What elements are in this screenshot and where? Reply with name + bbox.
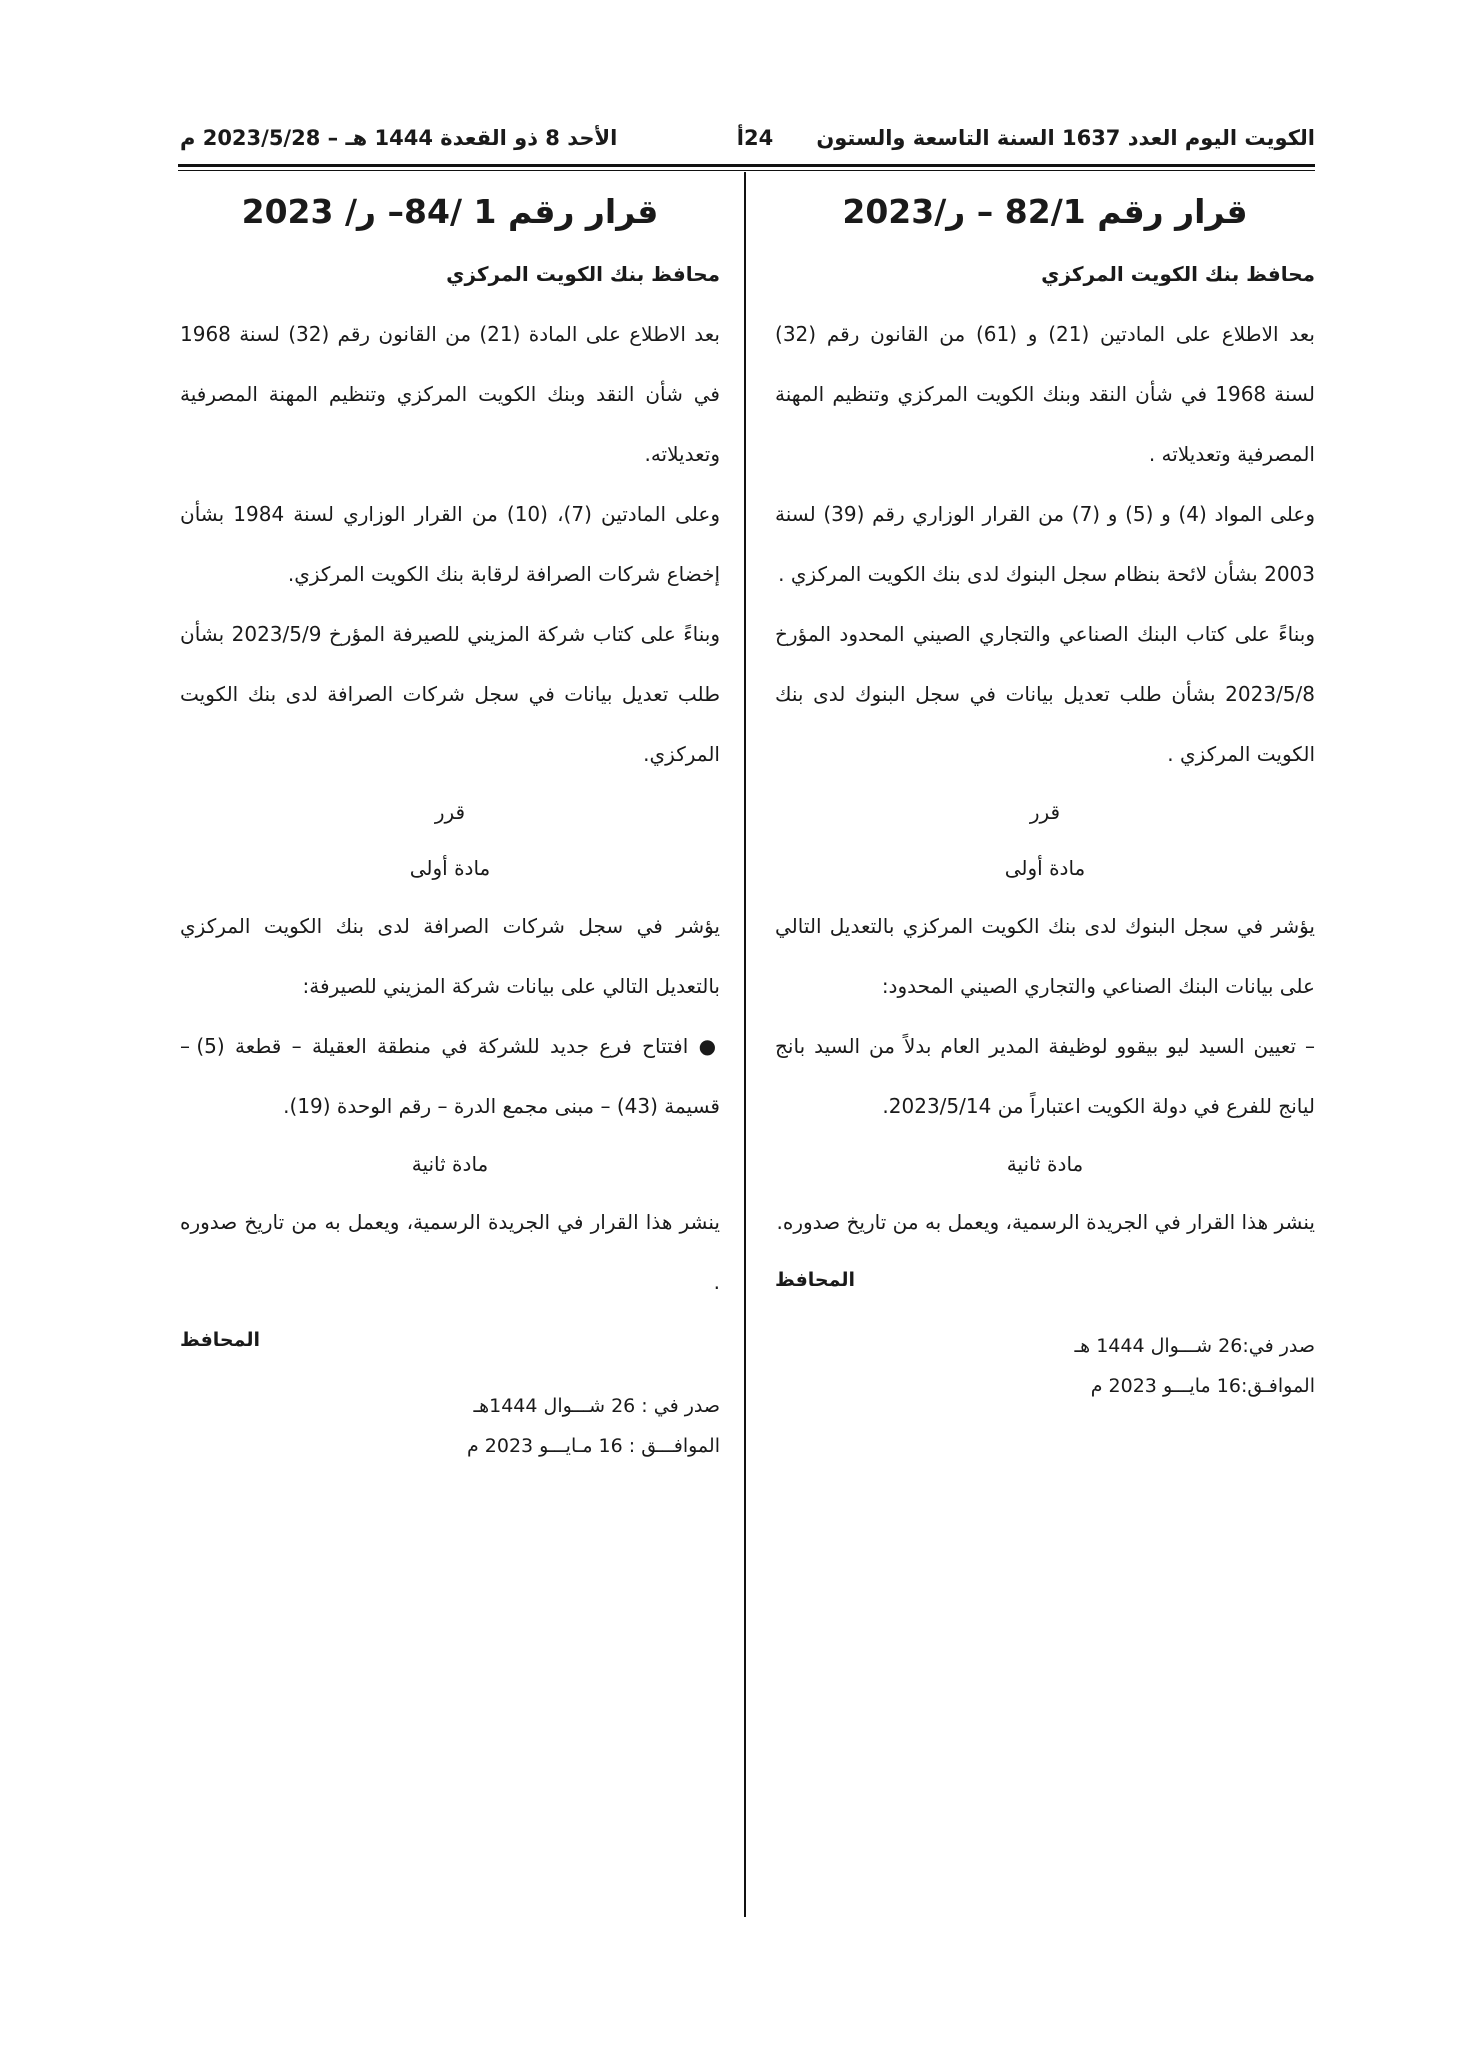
- decision-left: [180, 172, 720, 1466]
- signature: المحافظ: [180, 1329, 260, 1351]
- article-heading: مادة أولى: [1004, 856, 1086, 880]
- header-rule-thick: [178, 164, 1315, 167]
- header-issue-info: الكويت اليوم العدد 1637 السنة التاسعة والستون: [816, 126, 1315, 150]
- article-item: – تعيين السيد ليو بيقوو لوظيفة المدير العام بدلاً من السيد بانج ليانج للفرع في دولة الكويت اعتباراً من 2023/5/14.: [775, 1034, 1315, 1118]
- article-heading: مادة أولى: [409, 856, 491, 880]
- preamble-paragraph: وبناءً على كتاب شركة المزيني للصيرفة المؤرخ 2023/5/9 بشأن طلب تعديل بيانات في سجل شركات الصرافة لدى بنك الكويت المركزي.: [180, 622, 721, 766]
- header-date: الأحد 8 ذو القعدة 1444 هـ – 2023/5/28 م: [180, 126, 618, 150]
- article-heading: مادة ثانية: [411, 1152, 489, 1176]
- decided-heading: قرر: [434, 800, 466, 824]
- column-divider: [744, 172, 746, 1917]
- running-header: [180, 122, 1315, 156]
- issue-date-hijri: صدر في : 26 شـــوال 1444هـ: [473, 1395, 720, 1417]
- signature: المحافظ: [775, 1269, 855, 1291]
- preamble-paragraph: وعلى المواد (4) و (5) و (7) من القرار الوزاري رقم (39) لسنة 2003 بشأن لائحة بنظام سجل البنوك لدى بنك الكويت المركزي .: [775, 502, 1316, 586]
- preamble-paragraph: بعد الاطلاع على المادة (21) من القانون رقم (32) لسنة 1968 في شأن النقد وبنك الكويت المركزي وتنظيم المهنة المصرفية وتعديلاته.: [180, 322, 720, 466]
- decision-issuer: محافظ بنك الكويت المركزي: [446, 262, 720, 286]
- decision-title: قرار رقم 82/1 – ر/2023: [842, 192, 1248, 231]
- article-heading: مادة ثانية: [1006, 1152, 1084, 1176]
- decided-heading: قرر: [1029, 800, 1061, 824]
- header-page-number: 24أ: [736, 126, 774, 150]
- article-text: يؤشر في سجل البنوك لدى بنك الكويت المركزي بالتعديل التالي على بيانات البنك الصناعي والتجاري الصيني المحدود:: [775, 914, 1315, 998]
- issue-date-gregorian: الموافـق:16 مايـــو 2023 م: [1090, 1375, 1315, 1397]
- article-item: ● افتتاح فرع جديد للشركة في منطقة العقيلة – قطعة (5) – قسيمة (43) – مبنى مجمع الدرة – رقم الوحدة (19).: [180, 1034, 720, 1118]
- preamble-paragraph: بعد الاطلاع على المادتين (21) و (61) من القانون رقم (32) لسنة 1968 في شأن النقد وبنك الكويت المركزي وتنظيم المهنة المصرفية وتعديلاته .: [775, 322, 1315, 466]
- article-text: ينشر هذا القرار في الجريدة الرسمية، ويعمل به من تاريخ صدوره .: [180, 1210, 720, 1294]
- decision-right: [775, 172, 1315, 1406]
- article-text: يؤشر في سجل شركات الصرافة لدى بنك الكويت المركزي بالتعديل التالي على بيانات شركة المزيني للصيرفة:: [180, 914, 720, 998]
- issue-date-gregorian: الموافـــق : 16 مـايـــو 2023 م: [466, 1435, 720, 1457]
- preamble-paragraph: وبناءً على كتاب البنك الصناعي والتجاري الصيني المحدود المؤرخ 2023/5/8 بشأن طلب تعديل بيانات في سجل البنوك لدى بنك الكويت المركزي .: [775, 622, 1315, 766]
- preamble-paragraph: وعلى المادتين (7)، (10) من القرار الوزاري لسنة 1984 بشأن إخضاع شركات الصرافة لرقابة بنك الكويت المركزي.: [180, 502, 720, 586]
- header-rule-thin: [178, 170, 1315, 171]
- issue-date-hijri: صدر في:26 شـــوال 1444 هـ: [1074, 1335, 1315, 1357]
- decision-issuer: محافظ بنك الكويت المركزي: [1041, 262, 1315, 286]
- decision-title: قرار رقم 1 /84– ر/ 2023: [241, 192, 659, 231]
- article-text: ينشر هذا القرار في الجريدة الرسمية، ويعمل به من تاريخ صدوره.: [776, 1210, 1315, 1234]
